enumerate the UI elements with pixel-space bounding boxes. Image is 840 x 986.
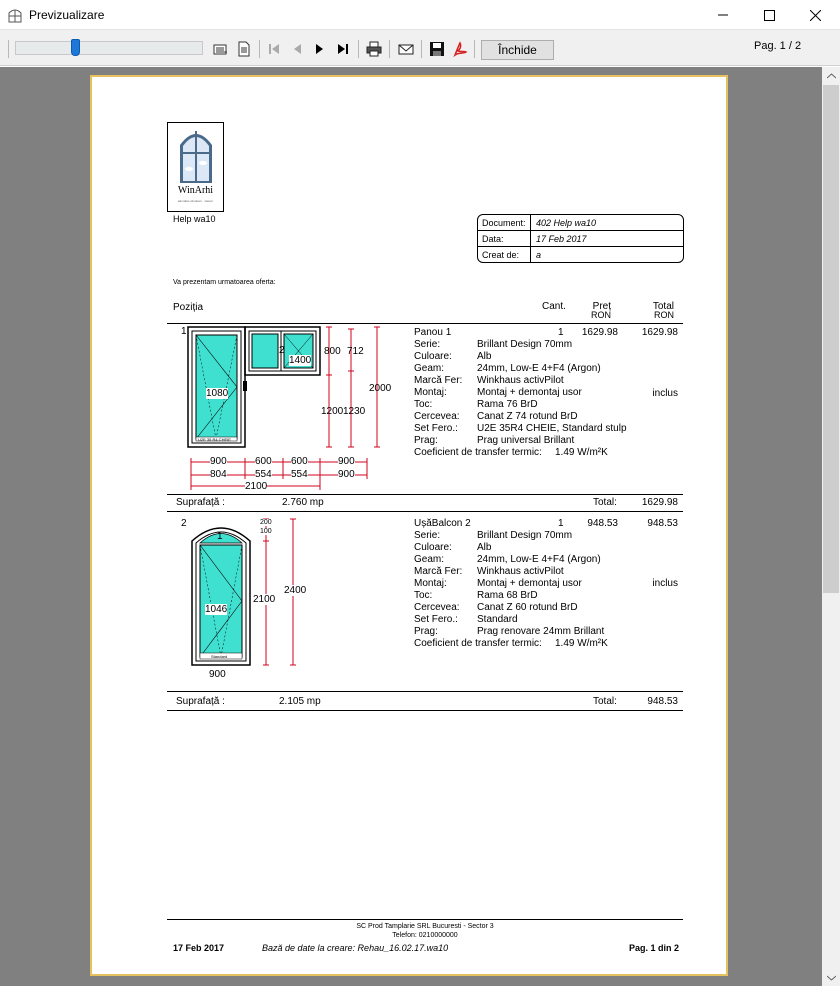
spec-value: Alb	[477, 351, 492, 362]
item-index: 2	[181, 518, 187, 529]
spec-value: Winkhaus activPilot	[477, 566, 564, 577]
minimize-button[interactable]	[700, 0, 746, 30]
item-total: 948.53	[647, 518, 678, 529]
spec-value: Rama 68 BrD	[477, 590, 538, 601]
dim-label: 2100	[245, 481, 268, 492]
footer-date: 17 Feb 2017	[173, 943, 225, 953]
dim-label: 2400	[284, 585, 307, 596]
dim-label: 200	[260, 519, 272, 526]
dim-label: 900	[210, 456, 227, 467]
item-index: 1	[181, 326, 187, 337]
page-width-icon	[213, 41, 229, 57]
dim-label: 900	[338, 469, 355, 480]
maximize-icon	[764, 10, 775, 21]
surface-total: 1629.98	[641, 497, 678, 508]
spec-key: Coeficient de transfer termic:	[414, 638, 542, 649]
header-qty: Cant.	[542, 301, 566, 312]
spec-key: Montaj:	[414, 578, 447, 589]
spec-key: Prag:	[414, 626, 438, 637]
svg-text:U2E 35 R4 CHEIE: U2E 35 R4 CHEIE	[198, 437, 231, 442]
spec-value: Brillant Design 70mm	[477, 339, 573, 350]
close-preview-button[interactable]: Închide	[481, 40, 554, 60]
item-price: 1629.98	[581, 327, 618, 338]
toolbar-separator	[8, 40, 9, 58]
print-button[interactable]	[366, 41, 382, 57]
dim-label: 100	[260, 528, 272, 535]
toolbar	[0, 30, 840, 66]
dim-label: 600	[291, 456, 308, 467]
spec-key: Geam:	[414, 554, 445, 565]
total-label: Total:	[593, 497, 617, 508]
maximize-button[interactable]	[746, 0, 792, 30]
window-title: Previzualizare	[29, 8, 105, 22]
spec-value: 24mm, Low-E 4+F4 (Argon)	[477, 363, 601, 374]
spec-value: Prag universal Brillant	[477, 435, 575, 446]
item-qty: 1	[558, 327, 564, 338]
item-price: 948.53	[587, 518, 618, 529]
close-window-button[interactable]	[792, 0, 838, 30]
item-montaj-extra: inclus	[652, 388, 678, 399]
spec-key: Toc:	[414, 590, 433, 601]
surface-label: Suprafață :	[176, 497, 225, 508]
dim-label: 900	[338, 456, 355, 467]
item-name: UșăBalcon 2	[414, 518, 471, 529]
minimize-icon	[718, 10, 728, 20]
item-total: 1629.98	[641, 327, 678, 338]
item-divider	[167, 511, 683, 512]
logo-brand: WinArhi	[177, 185, 214, 196]
dim-label: 600	[255, 456, 272, 467]
spec-value: Standard	[477, 614, 518, 625]
floppy-disk-icon	[429, 41, 445, 57]
surface-value: 2.760 mp	[282, 497, 324, 508]
spec-value: 24mm, Low-E 4+F4 (Argon)	[477, 554, 601, 565]
header-total: Total	[652, 301, 674, 312]
app-icon	[8, 7, 22, 23]
close-icon	[810, 10, 821, 21]
spec-value: Canat Z 74 rotund BrD	[477, 411, 578, 422]
docbox-value: 17 Feb 2017	[536, 234, 587, 244]
scroll-up-button[interactable]	[822, 67, 840, 84]
item-spec-list	[414, 339, 678, 459]
docbox-row	[478, 231, 683, 247]
zoom-slider-thumb[interactable]	[71, 39, 80, 56]
scrollbar-thumb[interactable]	[823, 85, 839, 593]
spec-key: Toc:	[414, 399, 433, 410]
docbox-label: Document:	[482, 218, 526, 228]
item-qty: 1	[558, 518, 564, 529]
spec-key: Prag:	[414, 435, 438, 446]
document-info-box	[477, 214, 684, 263]
spec-key: Cercevea:	[414, 602, 460, 613]
toolbar-separator	[259, 40, 260, 58]
client-label: Help wa10	[173, 214, 216, 224]
last-page-button[interactable]	[335, 41, 351, 57]
item-montaj-extra: inclus	[652, 578, 678, 589]
logo-window-icon	[178, 127, 214, 185]
spec-key: Coeficient de transfer termic:	[414, 447, 542, 458]
dim-label: 1230	[343, 406, 366, 417]
docbox-label: Creat de:	[482, 250, 520, 260]
header-price-unit: RON	[591, 310, 611, 320]
docbox-row	[478, 247, 683, 263]
spec-key: Serie:	[414, 530, 441, 541]
svg-text:Standard: Standard	[211, 654, 228, 659]
dim-label: 554	[291, 469, 308, 480]
surface-label: Suprafață :	[176, 696, 225, 707]
email-button[interactable]	[398, 41, 414, 57]
dim-label: 804	[210, 469, 227, 480]
toolbar-separator	[421, 40, 422, 58]
spec-key: Culoare:	[414, 542, 452, 553]
previous-page-icon	[289, 41, 305, 57]
total-label: Total:	[593, 696, 617, 707]
envelope-icon	[398, 41, 414, 57]
spec-key: Set Fero.:	[414, 423, 458, 434]
previous-page-button[interactable]	[289, 41, 305, 57]
docbox-row	[478, 215, 683, 231]
item-name: Panou 1	[414, 327, 452, 338]
save-button[interactable]	[429, 41, 445, 57]
dim-label: 1046	[205, 604, 228, 615]
spec-value: Alb	[477, 542, 492, 553]
spec-key: Culoare:	[414, 351, 452, 362]
spec-value: Rama 76 BrD	[477, 399, 538, 410]
item-divider	[167, 691, 683, 692]
page-indicator: Pag. 1 / 2	[754, 40, 802, 52]
header-position: Poziția	[173, 302, 204, 313]
header-price: Preț	[592, 301, 611, 312]
dim-label: 554	[255, 469, 272, 480]
docbox-value: a	[536, 250, 542, 260]
spec-key: Cercevea:	[414, 411, 460, 422]
header-total-unit: RON	[654, 310, 674, 320]
spec-value: U2E 35R4 CHEIE, Standard stulp	[477, 423, 627, 434]
export-pdf-button[interactable]	[452, 41, 468, 57]
spec-value: Prag renovare 24mm Brillant	[477, 626, 605, 637]
footer-divider	[167, 919, 683, 920]
docbox-value: 402 Help wa10	[536, 218, 597, 228]
whole-page-button[interactable]	[236, 41, 252, 57]
page-width-button[interactable]	[213, 41, 229, 57]
first-page-button[interactable]	[266, 41, 282, 57]
item-divider	[167, 710, 683, 711]
spec-value: Montaj + demontaj usor	[477, 387, 582, 398]
dim-label: 2100	[253, 594, 276, 605]
surface-value: 2.105 mp	[279, 696, 321, 707]
zoom-slider[interactable]	[15, 41, 203, 55]
surface-total: 948.53	[647, 696, 678, 707]
toolbar-separator	[358, 40, 359, 58]
next-page-button[interactable]	[312, 41, 328, 57]
footer-db-note: Bază de date la creare: Rehau_16.02.17.wa10	[262, 943, 449, 953]
toolbar-separator	[389, 40, 390, 58]
item-spec-list	[414, 530, 678, 650]
spec-key: Marcă Fer:	[414, 566, 463, 577]
next-page-icon	[312, 41, 328, 57]
dim-label: 2	[279, 345, 285, 356]
dim-label: 1200	[321, 406, 344, 417]
spec-value: Canat Z 60 rotund BrD	[477, 602, 578, 613]
footer-page-label: Pag. 1 din 2	[628, 943, 679, 953]
whole-page-icon	[236, 41, 252, 57]
document-page	[90, 75, 728, 976]
scroll-down-button[interactable]	[822, 969, 840, 986]
spec-value: 1.49 W/m²K	[555, 447, 608, 458]
vertical-scrollbar[interactable]	[822, 67, 840, 986]
docbox-label: Data:	[482, 234, 504, 244]
spec-key: Marcă Fer:	[414, 375, 463, 386]
footer-company: SC Prod Tamplarie SRL Bucuresti - Sector 3	[356, 923, 494, 930]
first-page-icon	[266, 41, 282, 57]
item-divider	[167, 494, 683, 495]
spec-value: Montaj + demontaj usor	[477, 578, 582, 589]
dim-label: 800	[324, 346, 341, 357]
dim-label: 1080	[206, 388, 229, 399]
pdf-icon	[452, 41, 468, 57]
chevron-up-icon	[827, 73, 836, 79]
spec-key: Set Fero.:	[414, 614, 458, 625]
spec-key: Montaj:	[414, 387, 447, 398]
spec-value: Brillant Design 70mm	[477, 530, 573, 541]
logo-tagline: adorable windows · sistem	[177, 199, 214, 203]
spec-value: 1.49 W/m²K	[555, 638, 608, 649]
spec-key: Geam:	[414, 363, 445, 374]
toolbar-separator	[474, 40, 475, 58]
dim-label: 712	[347, 346, 364, 357]
chevron-down-icon	[827, 975, 836, 981]
company-logo	[167, 122, 224, 212]
spec-value: Winkhaus activPilot	[477, 375, 564, 386]
dim-label: 900	[209, 669, 226, 680]
dim-label: 1400	[289, 355, 312, 366]
spec-key: Serie:	[414, 339, 441, 350]
dim-label: 1	[217, 531, 223, 542]
dim-label: 2000	[369, 383, 392, 394]
title-bar	[0, 0, 840, 30]
last-page-icon	[335, 41, 351, 57]
printer-icon	[366, 41, 382, 57]
intro-text: Va prezentam urmatoarea oferta:	[173, 279, 276, 286]
footer-phone: Telefon: 0210000000	[392, 932, 458, 939]
header-divider	[167, 323, 683, 324]
